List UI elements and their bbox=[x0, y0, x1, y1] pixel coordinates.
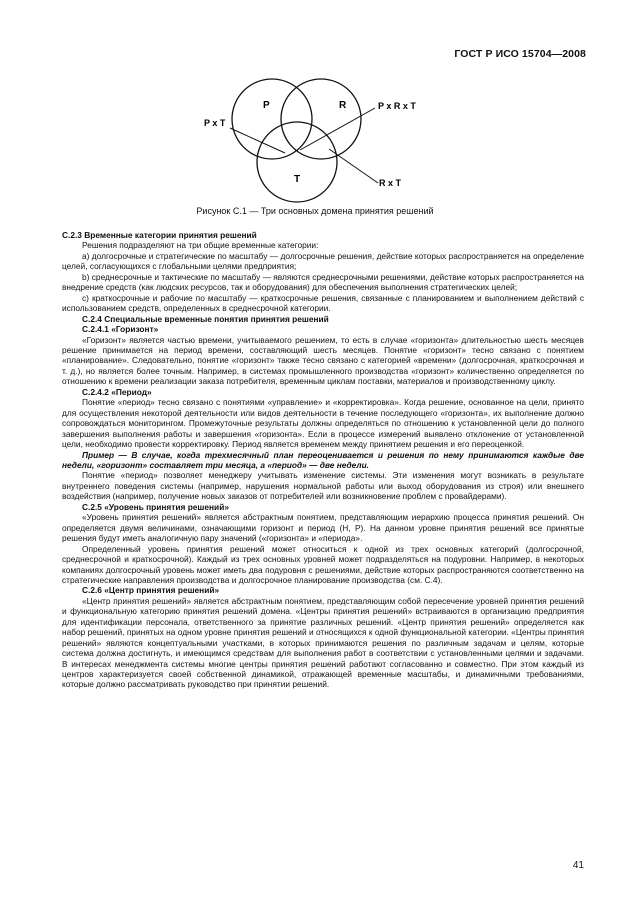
heading-c25: С.2.5 «Уровень принятия решений» bbox=[82, 501, 229, 512]
paragraph: «Горизонт» является частью времени, учитываемого решением, то есть в случае «горизонта» длительностью шесть месяцев решение принимается на период времени, составляющий шесть месяцев. Понятие «горизонт» тесно связано с понятием «планирование». Следовательно, понятие «горизонт» также тесно связано с категорией «времени» (долгосрочная, краткосрочная и т. д.), но является более точным. Например, в системах промышленного производства «горизонт» количественно определяется по отношению к времени реализации заказа потребителя, временным циклам поставки, материалов и производственному циклу. bbox=[62, 334, 584, 387]
heading-c23: С.2.3 Временные категории принятия решений bbox=[62, 230, 257, 240]
example-note: Пример — В случае, когда трехмесячный план переоценивается и решения по нему принимаются каждые две недели, «горизонт» составляет три месяца, а «период» — две недели. bbox=[62, 449, 584, 470]
standard-header: ГОСТ Р ИСО 15704—2008 bbox=[454, 48, 586, 60]
venn-diagram bbox=[190, 78, 460, 218]
body-text bbox=[62, 228, 584, 690]
figure-caption: Рисунок С.1 — Три основных домена принятия решений bbox=[196, 206, 434, 216]
venn-svg bbox=[190, 78, 460, 218]
paragraph: b) среднесрочные и тактические по масштабу — являются среднесрочными решениями, действие которых распространяется на внедрение средств (как людских ресурсов, так и оборудования) для обеспечения выполнения стратегических целей; bbox=[62, 271, 584, 293]
label-rxt: R x T bbox=[379, 178, 402, 188]
heading-c241: С.2.4.1 «Горизонт» bbox=[82, 324, 159, 335]
paragraph: a) долгосрочные и стратегические по масштабу — долгосрочные решения, действие которых распространяется на определение целей, согласующихся с глобальными целями предприятия; bbox=[62, 250, 584, 272]
label-t: T bbox=[294, 174, 301, 185]
page-number: 41 bbox=[572, 860, 584, 871]
label-pxt: P x T bbox=[204, 118, 226, 128]
label-p: P bbox=[263, 100, 270, 111]
paragraph: «Уровень принятия решений» является абстрактным понятием, представляющим иерархию процесса принятия решений. Он определяется двумя величинами, означающими горизонт и период (H, P). На данном уровне принятия решений все принятые решения будут иметь аналогичную пару значений («горизонта» и «периода». bbox=[62, 512, 584, 544]
label-r: R bbox=[339, 100, 347, 111]
heading-c26: С.2.6 «Центр принятия решений» bbox=[82, 585, 220, 596]
paragraph: Понятие «период» позволяет менеджеру учитывать изменение системы. Эти изменения могут возникать в результате внутреннего поведения системы (например, нарушения нормальной работы или выход оборудования из строя) или внешнего воздействия (например, получение новых заказов от потребителей или возникновение проблем с провайдерами). bbox=[62, 470, 584, 502]
heading-c24: С.2.4 Специальные временные понятия принятия решений bbox=[82, 313, 329, 324]
heading-c242: С.2.4.2 «Период» bbox=[82, 386, 152, 397]
paragraph: Решения подразделяют на три общие временные категории: bbox=[82, 240, 319, 251]
paragraph: c) краткосрочные и рабочие по масштабу — краткосрочные решения, связанные с планированием и выполнением действий с использованием средств, определенных в среднесрочной категории. bbox=[62, 292, 584, 314]
label-pxrxt: P x R x T bbox=[378, 101, 416, 111]
circle-t bbox=[257, 122, 337, 202]
paragraph: Определенный уровень принятия решений может относиться к одной из трех основных категорий (долгосрочной, среднесрочной и краткосрочной). Каждый из трех основных уровней может подразделяться на подуровни. Например, в некоторых компаниях долгосрочный уровень может иметь два подуровня с решениями, действие которых распространяются соответственно на стратегические направления производства и долгосрочное планирование производства (см. С.4). bbox=[62, 543, 584, 585]
circle-r bbox=[281, 79, 361, 159]
paragraph: Понятие «период» тесно связано с понятиями «управление» и «корректировка». Когда решение, основанное на цели, принято для осуществления некоторой деятельности или видов деятельности в течение последующего «горизонта», их выполнение должно сопровождаться мониторингом. Промежуточные результаты должны определяться по отношению к установленной цели до полного завершения выполнения работы и завершения «горизонта». Если в процессе измерений выявлено отклонение от установленной цели, необходимо провести корректировку. Период является временем между принятием решения и его переоценкой. bbox=[62, 397, 584, 450]
paragraph: «Центр принятия решений» является абстрактным понятием, представляющим собой пересечение уровней принятия решений и функциональную категорию принятия решений домена. «Центры принятия решений» встраиваются в организацию предприятия для идентификации персонала, ответственного за принятие различных решений. «Центр принятия решений» определяется как набор решений, принятых на одном уровне принятия решений и относящихся к одной функциональной категории. «Центры принятия решений» являются концептуальными участками, в которых принимаются решения по различным задачам и целям, которые система должна достигнуть, и имеющимся средствам для выполнения работ в соответствии с установленными целями и задачами. В интересах менеджмента системы многие центры принятия решений работают согласованно и совместно. При этом каждый из центров характеризуется своей собственной динамикой, отражающей временные масштабы, и динамичными требованиями, которые должно рассматривать руководство при принятии решений. bbox=[62, 595, 584, 690]
